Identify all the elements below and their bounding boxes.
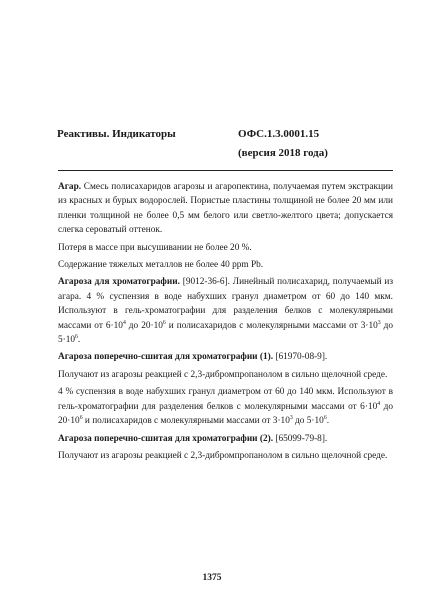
agarose-cl1-text-3: и полисахаридов с молекулярными массами от 3·10 [82, 416, 290, 427]
version-label: (версия 2018 года) [238, 147, 328, 159]
exponent: 4 [377, 400, 381, 407]
header-rule [58, 170, 393, 171]
agarose-chrom-text-1: [9012-36-6]. Линейный полисахарид, получаемый из агара. 4 % суспензия в воде набухших гранул диаметром от 60 до 140 мкм. Используют в гель-хроматографии для разделения белков с молекулярными массами от 6·10 [58, 277, 393, 331]
exponent: 4 [122, 319, 126, 326]
agarose-cl1-text-5: . [326, 416, 330, 427]
agarose-chrom-paragraph [58, 275, 393, 347]
agarose-cl1-cas: [61970-08-9]. [275, 352, 328, 363]
agar-loss: Потеря в массе при высушивании не более 20 %. [58, 242, 252, 253]
agarose-cl2-cas: [65099-79-8]. [275, 433, 328, 444]
exponent: 6 [79, 415, 83, 421]
agarose-cl1-usage [58, 385, 393, 428]
agarose-chrom-text-3: и полисахаридов с молекулярными массами от 3·10 [165, 320, 378, 331]
agarose-cl1-text-1: 4 % суспензия в воде набухших гранул диаметром от 60 до 140 мкм. Используют в гель-хроматографии для разделения белков с молекулярными массами от 6·10 [58, 387, 393, 412]
exponent: 3 [289, 415, 293, 421]
agarose-cl1-heading [58, 350, 393, 364]
agarose-cl2-prep: Получают из агарозы реакцией с 2,3-дибромпропанолом в сильно щелочной среде. [58, 450, 388, 461]
page-number: 1375 [202, 573, 222, 583]
agarose-cl1-text-4: до 5·10 [292, 416, 324, 427]
page-header [57, 128, 391, 174]
article-code: ОФС.1.3.0001.15 [238, 128, 320, 140]
agarose-cl1-prep: Получают из агарозы реакцией с 2,3-дибромпропанолом в сильно щелочной среде. [58, 369, 388, 380]
agarose-chrom-text-5: . [77, 335, 81, 346]
agar-metals: Содержание тяжелых металлов не более 40 ppm Pb. [58, 260, 264, 271]
agar-description: Смесь полисахаридов агарозы и агаропектина, получаемая путем экстракции из красных и бурых водорослей. Пористые пластины толщиной не более 20 мм или пленки толщиной не более 0,5 мм белого или светло-желтого цвета; допускается слегка сероватый оттенок. [58, 182, 393, 236]
agarose-cl2-term: Агароза поперечно-сшитая для хроматографии (2). [58, 433, 274, 444]
section-title: Реактивы. Индикаторы [57, 128, 176, 140]
agarose-chrom-text-2: до 20·10 [125, 320, 163, 331]
exponent: 6 [323, 415, 327, 421]
agarose-chrom-term: Агароза для хроматографии. [58, 277, 180, 288]
body-text [58, 180, 393, 466]
agar-paragraph [58, 180, 393, 238]
agarose-cl2-heading [58, 432, 393, 446]
exponent: 6 [75, 333, 78, 340]
agarose-chrom-text-4: до 5·10 [58, 320, 394, 346]
agar-term: Агар. [58, 182, 82, 192]
exponent: 6 [162, 319, 166, 326]
exponent: 3 [377, 319, 381, 326]
agarose-cl1-term: Агароза поперечно-сшитая для хроматографии (1). [58, 352, 274, 363]
agarose-cl1-text-2: до 20·10 [58, 401, 393, 427]
